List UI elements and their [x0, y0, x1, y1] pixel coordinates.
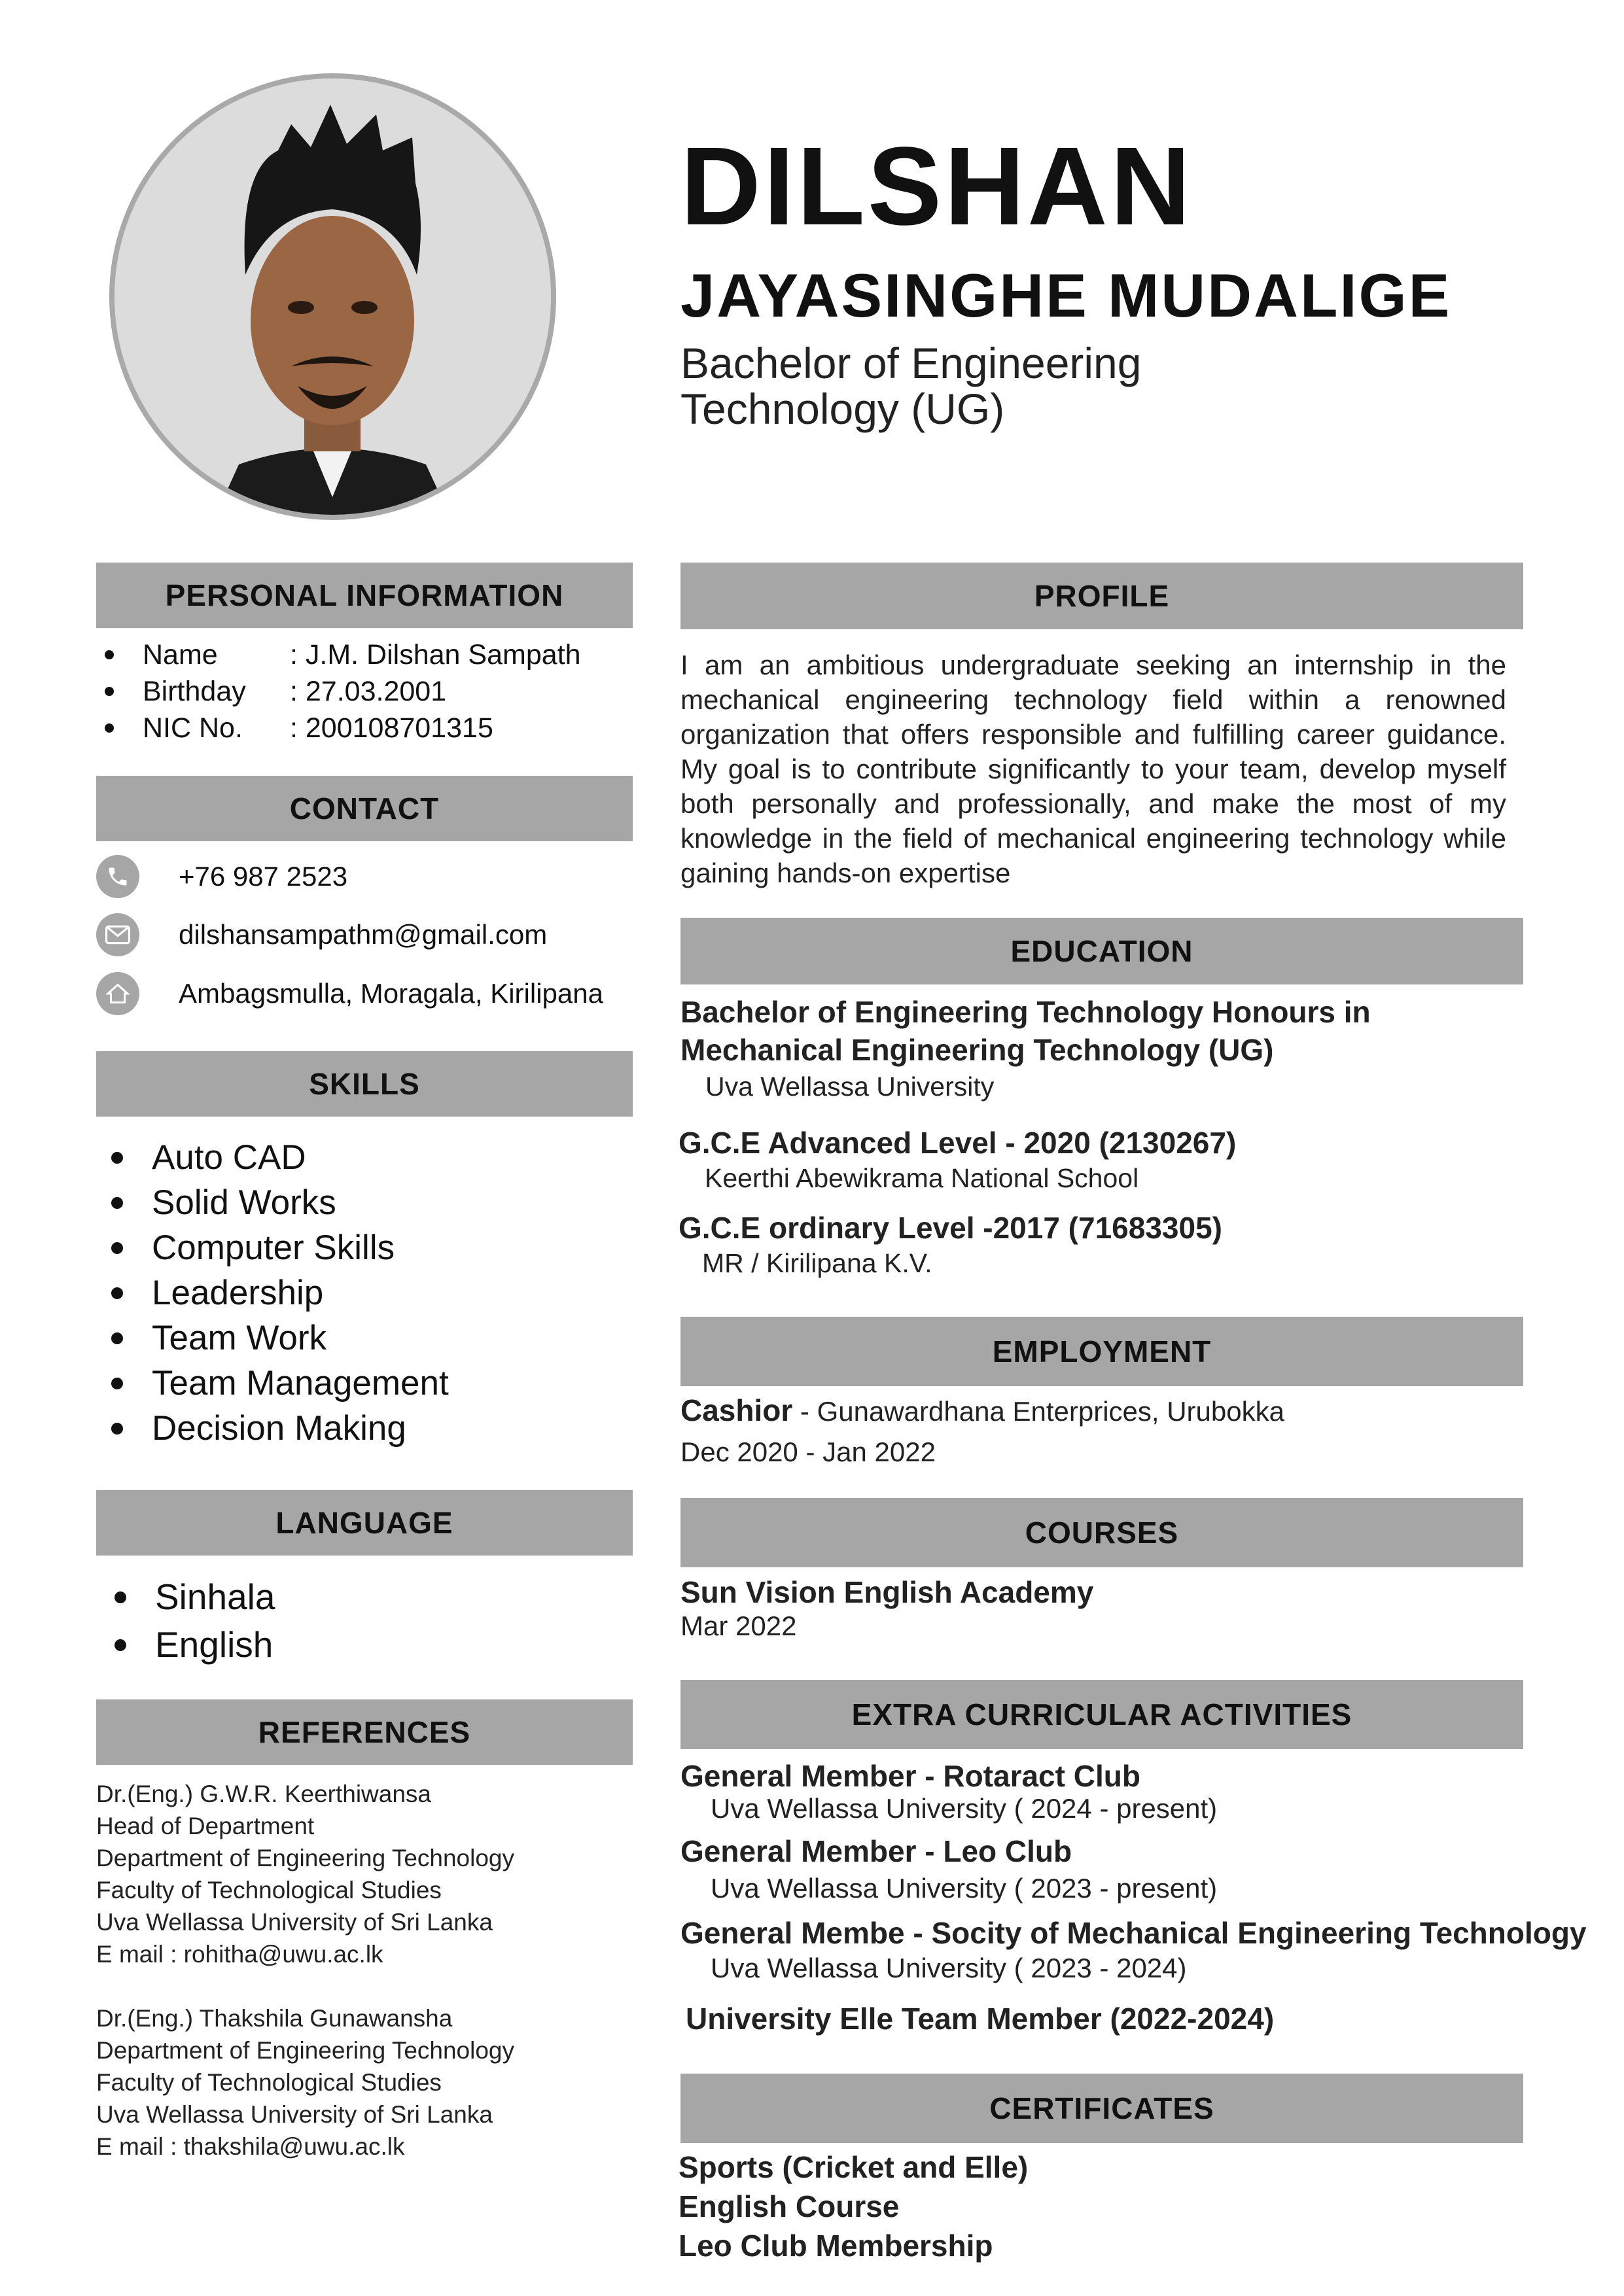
list-item: [111, 1315, 449, 1361]
al-school: Keerthi Abewikrama National School: [705, 1163, 1139, 1193]
info-row-name: [105, 636, 581, 673]
certificates-list: [679, 2148, 1028, 2265]
contact-address: [96, 972, 603, 1015]
skills-heading: SKILLS: [96, 1051, 633, 1117]
email-address[interactable]: dilshansampathm@gmail.com: [179, 919, 548, 950]
info-row-nic: [105, 710, 581, 746]
portrait-illustration: [115, 78, 551, 515]
bullet-icon: [111, 1152, 123, 1164]
activity-title: University Elle Team Member (2022-2024): [686, 2002, 1275, 2036]
ref-email[interactable]: E mail : rohitha@uwu.ac.lk: [96, 1941, 383, 1968]
language-heading: LANGUAGE: [96, 1490, 633, 1556]
reference-2: [96, 2002, 514, 2163]
activity-title: General Member - Leo Club: [680, 1834, 1072, 1868]
bullet-icon: [115, 1639, 126, 1651]
bullet-icon: [105, 723, 114, 733]
activity-detail: Uva Wellassa University ( 2024 - present): [711, 1793, 1218, 1824]
skill-label: Solid Works: [152, 1183, 336, 1222]
degree-title-line: Mechanical Engineering Technology (UG): [680, 1033, 1274, 1067]
list-item: [115, 1573, 275, 1621]
ref-line: Uva Wellassa University of Sri Lanka: [96, 1909, 493, 1936]
course-date: Mar 2022: [680, 1610, 797, 1641]
contact-phone: [96, 855, 347, 898]
education-al: [679, 1125, 1236, 1196]
ref-line: Dr.(Eng.) Thakshila Gunawansha: [96, 2005, 453, 2032]
personal-info-list: [105, 636, 581, 746]
job-role: Cashior: [680, 1393, 793, 1427]
info-value: : 200108701315: [290, 712, 493, 744]
phone-number[interactable]: +76 987 2523: [179, 861, 348, 892]
info-value: : 27.03.2001: [290, 676, 447, 707]
skill-label: Auto CAD: [152, 1138, 306, 1177]
personal-info-heading: PERSONAL INFORMATION: [96, 563, 633, 628]
first-name: DILSHAN: [680, 124, 1193, 249]
bullet-icon: [115, 1592, 126, 1603]
ref-email[interactable]: E mail : thakshila@uwu.ac.lk: [96, 2133, 405, 2160]
skill-label: Computer Skills: [152, 1228, 395, 1267]
activity-4: [686, 2000, 1274, 2037]
degree-school: Uva Wellassa University: [705, 1071, 995, 1102]
ol-school: MR / Kirilipana K.V.: [702, 1248, 932, 1278]
employment-entry: [680, 1393, 1284, 1469]
profile-text: I am an ambitious undergraduate seeking an internship in the mechanical engineering technology field within a renowned organization that offers responsible and fulfilling career guidance. My goal is to contribute significantly to your team, develop myself both personally and professionally, and make the most of my knowledge in the field of mechanical engineering technology while gaining hands-on expertise: [680, 650, 1506, 888]
info-value: : J.M. Dilshan Sampath: [290, 639, 581, 670]
list-item: [111, 1361, 449, 1406]
language-list: [115, 1573, 275, 1669]
bullet-icon: [111, 1423, 123, 1435]
skill-label: Team Work: [152, 1319, 327, 1357]
contact-email: [96, 913, 547, 956]
ref-line: Faculty of Technological Studies: [96, 2069, 442, 2096]
al-title: G.C.E Advanced Level - 2020 (2130267): [679, 1126, 1237, 1160]
employment-heading: EMPLOYMENT: [680, 1317, 1523, 1386]
bullet-icon: [111, 1332, 123, 1344]
skill-label: Team Management: [152, 1364, 449, 1402]
course-entry: [680, 1575, 1093, 1643]
references-heading: REFERENCES: [96, 1699, 633, 1765]
certificate-item: Sports (Cricket and Elle): [679, 2150, 1029, 2184]
activity-detail: Uva Wellassa University ( 2023 - present): [711, 1873, 1218, 1904]
info-label: Name: [143, 639, 218, 670]
references-list: [96, 1778, 514, 2163]
reference-1: [96, 1778, 514, 1970]
degree-line-1: Bachelor of Engineering: [680, 339, 1142, 387]
phone-icon: [96, 855, 139, 898]
skills-list: [111, 1135, 449, 1451]
skill-label: Leadership: [152, 1274, 324, 1312]
ref-line: Department of Engineering Technology: [96, 2037, 515, 2064]
ref-line: Head of Department: [96, 1813, 315, 1839]
activity-3: [680, 1917, 1587, 1987]
bullet-icon: [105, 650, 114, 659]
courses-heading: COURSES: [680, 1498, 1523, 1567]
language-label: Sinhala: [155, 1576, 275, 1617]
contact-heading: CONTACT: [96, 776, 633, 841]
extra-curricular-heading: EXTRA CURRICULAR ACTIVITIES: [680, 1680, 1523, 1749]
bullet-icon: [105, 687, 114, 696]
job-period: Dec 2020 - Jan 2022: [680, 1436, 936, 1467]
info-label: Birthday: [143, 676, 246, 707]
degree-line-2: Technology (UG): [680, 385, 1005, 433]
ref-line: Department of Engineering Technology: [96, 1845, 515, 1871]
language-label: English: [155, 1624, 274, 1665]
bullet-icon: [111, 1378, 123, 1389]
list-item: [115, 1621, 275, 1669]
skill-label: Decision Making: [152, 1409, 406, 1448]
profile-photo: [109, 73, 556, 520]
course-name: Sun Vision English Academy: [680, 1575, 1094, 1609]
mail-icon: [96, 913, 139, 956]
profile-heading: PROFILE: [680, 563, 1523, 629]
job-company: - Gunawardhana Enterprices, Urubokka: [792, 1396, 1284, 1427]
ref-line: Dr.(Eng.) G.W.R. Keerthiwansa: [96, 1781, 432, 1807]
list-item: [111, 1406, 449, 1451]
bullet-icon: [111, 1242, 123, 1254]
education-ol: [679, 1210, 1222, 1281]
education-degree: [680, 993, 1371, 1104]
list-item: [111, 1270, 449, 1315]
address: Ambagsmulla, Moragala, Kirilipana: [179, 978, 603, 1009]
bullet-icon: [111, 1197, 123, 1209]
list-item: [111, 1225, 449, 1270]
info-label: NIC No.: [143, 712, 243, 744]
certificate-item: English Course: [679, 2189, 900, 2223]
bullet-icon: [111, 1287, 123, 1299]
list-item: [111, 1180, 449, 1225]
activity-2: [680, 1835, 1217, 1909]
certificates-heading: CERTIFICATES: [680, 2074, 1523, 2143]
certificate-item: Leo Club Membership: [679, 2229, 993, 2263]
list-item: [111, 1135, 449, 1180]
activity-1: [680, 1760, 1217, 1825]
ref-line: Faculty of Technological Studies: [96, 1877, 442, 1904]
home-icon: [96, 972, 139, 1015]
activity-detail: Uva Wellassa University ( 2023 - 2024): [711, 1953, 1187, 1983]
ref-line: Uva Wellassa University of Sri Lanka: [96, 2101, 493, 2128]
degree-title: [680, 340, 1269, 432]
degree-title-line: Bachelor of Engineering Technology Honours in: [680, 995, 1371, 1029]
last-name: JAYASINGHE MUDALIGE: [680, 261, 1452, 330]
activity-title: General Membe - Socity of Mechanical Engineering Technology: [680, 1916, 1587, 1950]
info-row-birthday: [105, 673, 581, 710]
activity-title: General Member - Rotaract Club: [680, 1759, 1140, 1793]
ol-title: G.C.E ordinary Level -2017 (71683305): [679, 1211, 1222, 1245]
education-heading: EDUCATION: [680, 918, 1523, 984]
